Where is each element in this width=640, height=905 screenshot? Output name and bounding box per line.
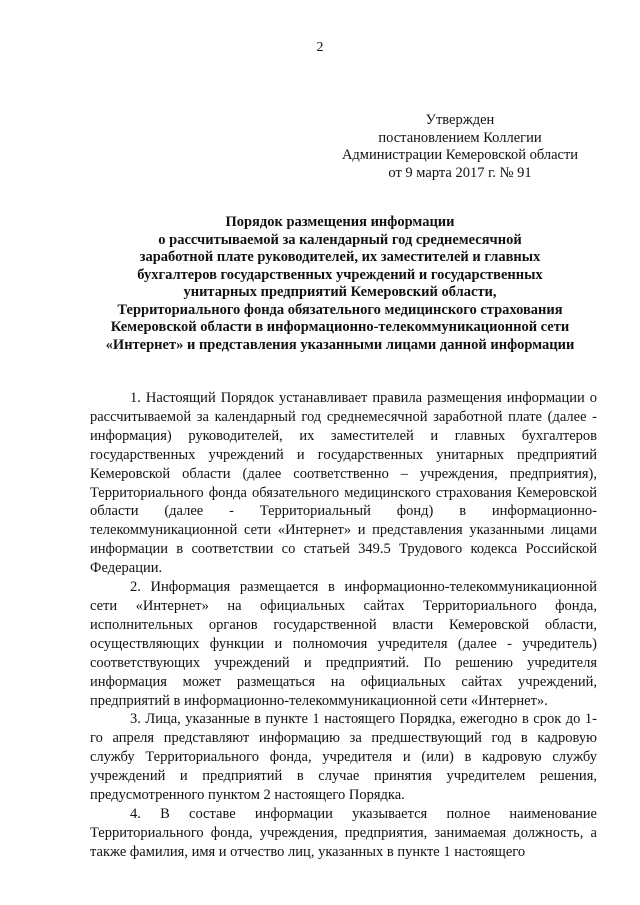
title-line: Территориального фонда обязательного медицинского страхования bbox=[117, 301, 563, 318]
document-body bbox=[90, 389, 597, 862]
approval-line: от 9 марта 2017 г. № 91 bbox=[388, 164, 532, 181]
paragraph-2: 2. Информация размещается в информационно-телекоммуникационной сети «Интернет» на официальных сайтах Территориального фонда, исполнительных органов государственной власти Кемеровской области, осуществляющих функции и полномочия учредителя (далее - учредитель) соответствующих учреждений и предприятий. По решению учредителя информация может размещаться на официальных сайтах учреждений, предприятий в информационно-телекоммуникационной сети «Интернет». bbox=[90, 579, 597, 709]
document-title bbox=[80, 214, 600, 354]
title-line: Порядок размещения информации bbox=[225, 214, 455, 230]
paragraph-1: 1. Настоящий Порядок устанавливает правила размещения информации о рассчитываемой за календарный год среднемесячной заработной плате (далее - информация) руководителей, их заместителей и главных бухгалтеров государственных учреждений и государственных унитарных предприятий Кемеровской области (далее соответственно – учреждения, предприятия), Территориального фонда обязательного медицинского страхования Кемеровской области (далее - Территориальный фонд) в информационно-телекоммуникационной сети «Интернет» и представления указанными лицами информации в соответствии со статьей 349.5 Трудового кодекса Российской Федерации. bbox=[90, 390, 597, 577]
title-line: унитарных предприятий Кемеровский области, bbox=[183, 284, 497, 300]
paragraph-3: 3. Лица, указанные в пункте 1 настоящего Порядка, ежегодно в срок до 1-го апреля представляют информацию за предшествующий год в кадровую службу Территориального фонда, учредителя и (или) в кадровую службу учреждений и предприятий в случае принятия учредителем решения, предусмотренного пунктом 2 настоящего Порядка. bbox=[90, 711, 597, 804]
title-line: «Интернет» и представления указанными лицами данной информации bbox=[105, 336, 575, 353]
approval-line: Администрации Кемеровской области bbox=[341, 147, 579, 163]
title-line: заработной плате руководителей, их заместителей и главных bbox=[139, 249, 541, 265]
page-number: 2 bbox=[316, 40, 324, 55]
title-line: бухгалтеров государственных учреждений и государственных bbox=[137, 266, 543, 283]
title-line: Кемеровской области в информационно-телекоммуникационной сети bbox=[110, 319, 570, 335]
approval-line: постановлением Коллегии bbox=[378, 129, 542, 146]
approval-block bbox=[330, 112, 590, 182]
title-line: о рассчитываемой за календарный год среднемесячной bbox=[158, 231, 522, 248]
approval-line: Утвержден bbox=[425, 112, 495, 128]
paragraph-4: 4. В составе информации указывается полное наименование Территориального фонда, учреждения, предприятия, занимаемая должность, а также фамилия, имя и отчество лиц, указанных в пункте 1 настоящего bbox=[90, 805, 597, 860]
